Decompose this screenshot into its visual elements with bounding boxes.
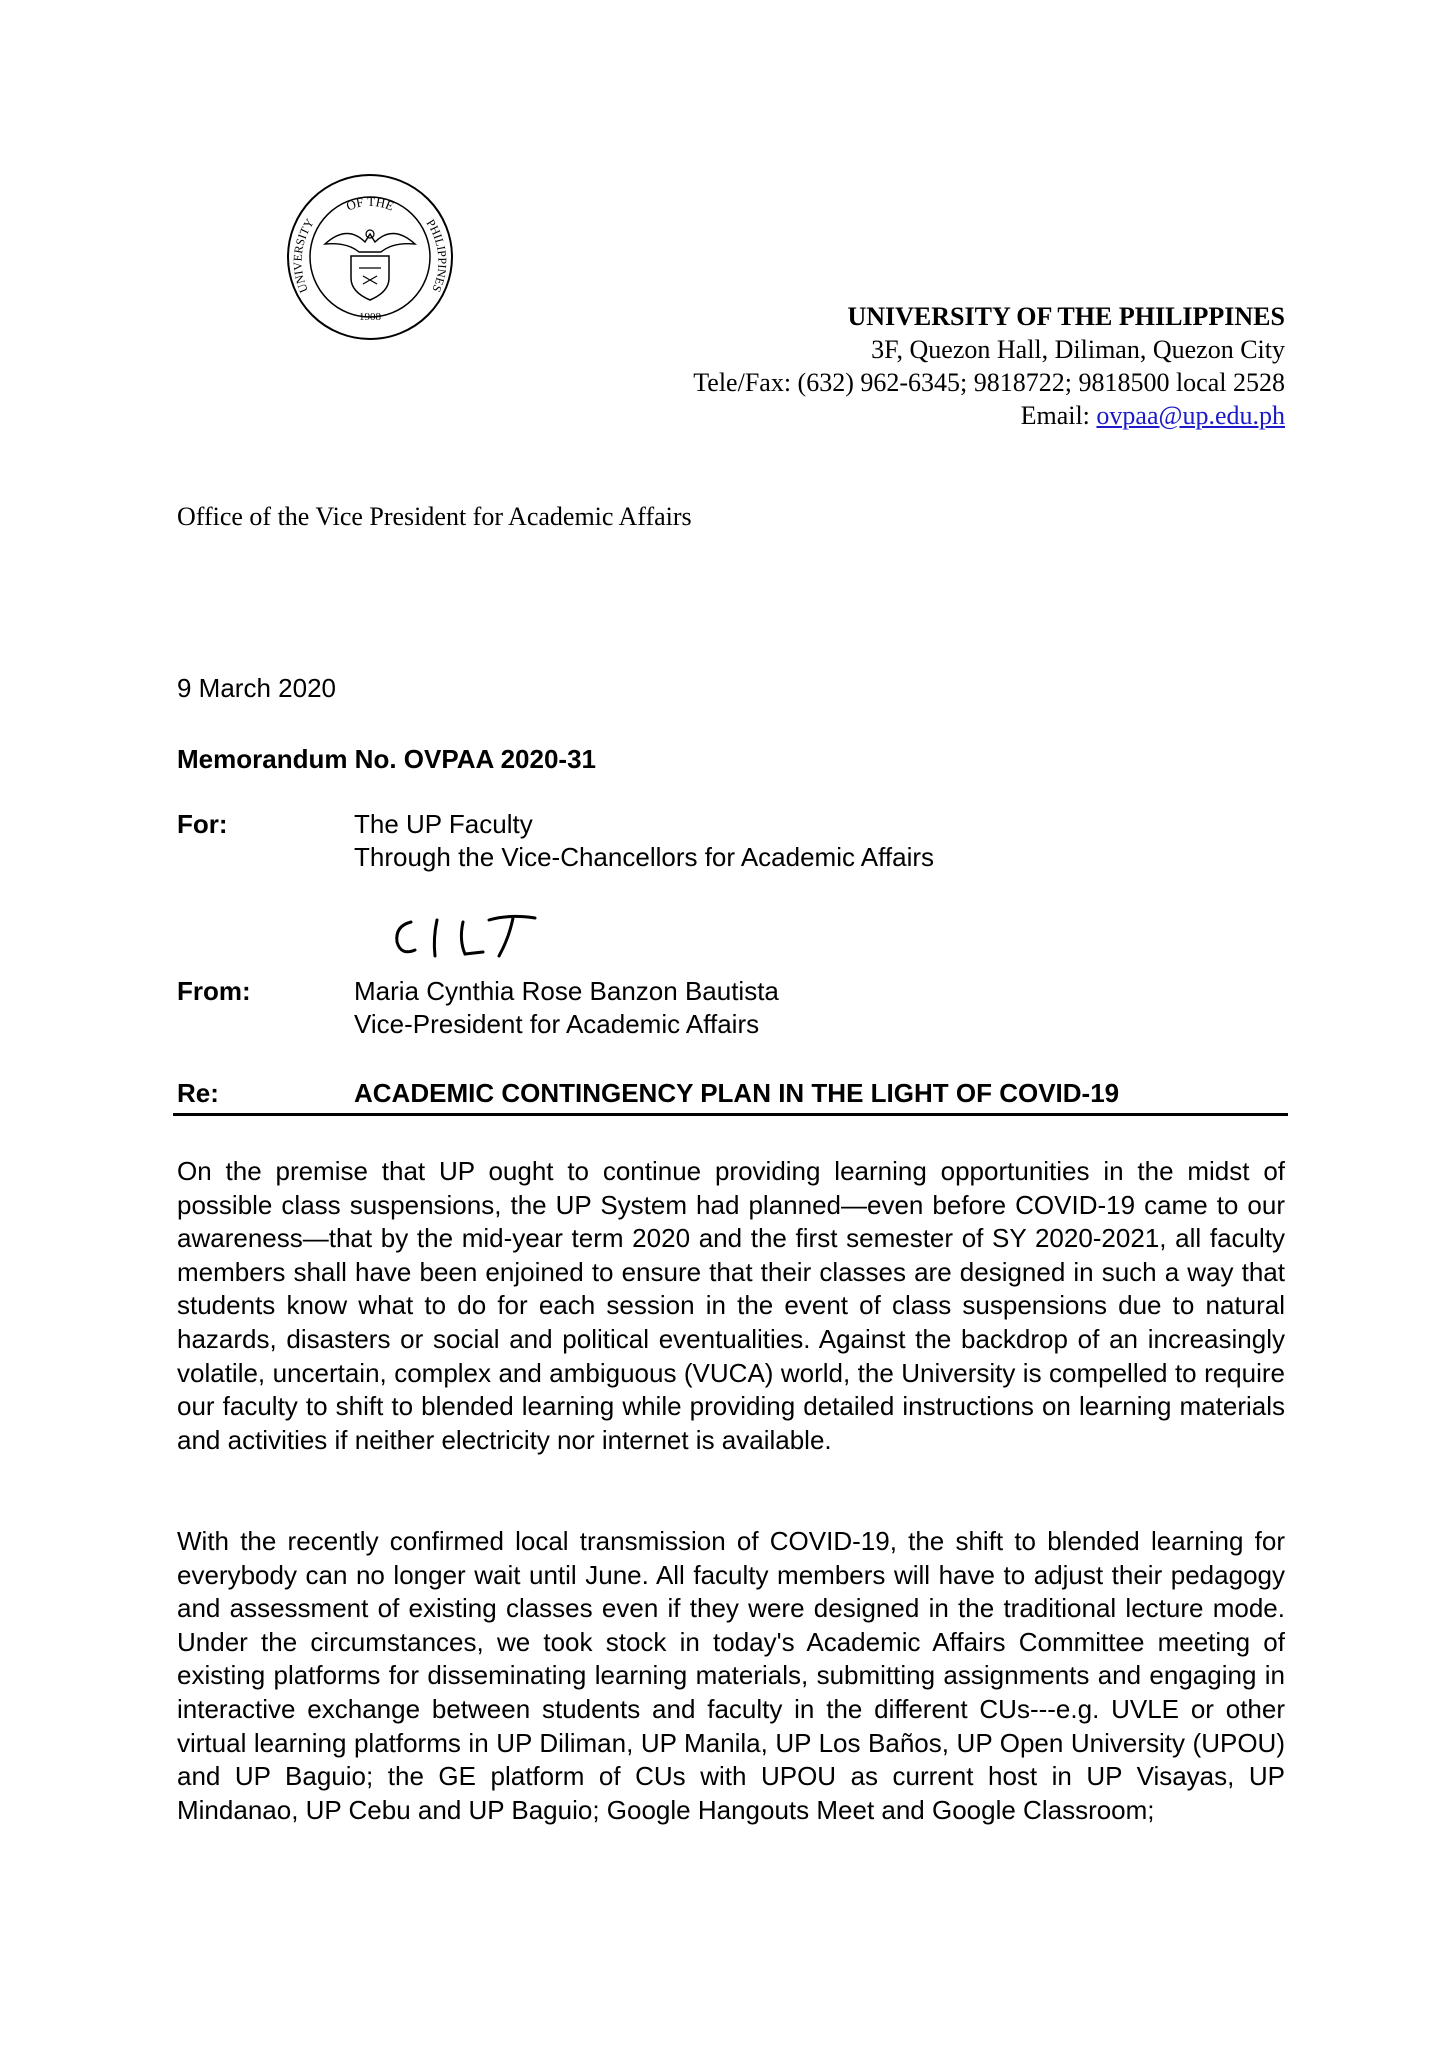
email-link[interactable]: ovpaa@up.edu.ph	[1096, 401, 1285, 430]
seal-year: 1908	[359, 311, 381, 323]
from-label: From:	[177, 976, 251, 1006]
svg-text:OF THE	[344, 194, 396, 214]
re-subject: ACADEMIC CONTINGENCY PLAN IN THE LIGHT OF COVID-19	[354, 1078, 1120, 1108]
for-label: For:	[177, 809, 228, 839]
memo-date: 9 March 2020	[177, 673, 336, 703]
office-name: Office of the Vice President for Academic Affairs	[177, 502, 692, 531]
for-value	[354, 808, 934, 874]
address: 3F, Quezon Hall, Diliman, Quezon City	[871, 335, 1285, 364]
from-title: Vice-President for Academic Affairs	[354, 1009, 760, 1039]
telefax: Tele/Fax: (632) 962-6345; 9818722; 9818500 local 2528	[693, 368, 1285, 397]
from-name: Maria Cynthia Rose Banzon Bautista	[354, 976, 779, 1006]
body-paragraph-2: With the recently confirmed local transmission of COVID-19, the shift to blended learning for everybody can no longer wait until June. All faculty members will have to adjust their pedagogy and assessment of existing classes even if they were designed in the traditional lecture mode. Under the circumstances, we took stock in today's Academic Affairs Committee meeting of existing platforms for disseminating learning materials, submitting assignments and engaging in interactive exchange between students and faculty in the different CUs---e.g. UVLE or other virtual learning platforms in UP Diliman, UP Manila, UP Los Baños, UP Open University (UPOU) and UP Baguio; the GE platform of CUs with UPOU as current host in UP Visayas, UP Mindanao, UP Cebu and UP Baguio; Google Hangouts Meet and Google Classroom;	[177, 1526, 1285, 1825]
svg-text:PHILIPPINES	[424, 217, 450, 295]
university-name: UNIVERSITY OF THE PHILIPPINES	[847, 302, 1285, 331]
from-value	[354, 975, 779, 1041]
for-recipient: The UP Faculty	[354, 809, 533, 839]
email-line	[693, 399, 1285, 432]
re-label: Re:	[177, 1078, 219, 1108]
university-seal-logo	[285, 172, 455, 342]
seal-top-text: OF THE	[344, 193, 397, 214]
body-paragraph-1: On the premise that UP ought to continue providing learning opportunities in the midst of possible class suspensions, the UP System had planned—even before COVID-19 came to our awareness—that by the mid-year term 2020 and the first semester of SY 2020-2021, all faculty members shall have been enjoined to ensure that their classes are designed in such a way that students know what to do for each session in the event of class suspensions due to natural hazards, disasters or social and political eventualities. Against the backdrop of an increasingly volatile, uncertain, complex and ambiguous (VUCA) world, the University is compelled to require our faculty to shift to blended learning while providing detailed instructions on learning materials and activities if neither electricity nor internet is available.	[177, 1156, 1285, 1455]
subject-divider	[173, 1113, 1288, 1116]
seal-left-text: UNIVERSITY	[290, 216, 317, 295]
seal-right-text: PHILIPPINES	[423, 216, 450, 295]
memo-number: Memorandum No. OVPAA 2020-31	[177, 744, 596, 774]
email-label: Email:	[1020, 401, 1097, 430]
for-through: Through the Vice-Chancellors for Academic Affairs	[354, 842, 934, 872]
handwritten-signature	[385, 900, 585, 970]
letterhead	[693, 300, 1285, 432]
